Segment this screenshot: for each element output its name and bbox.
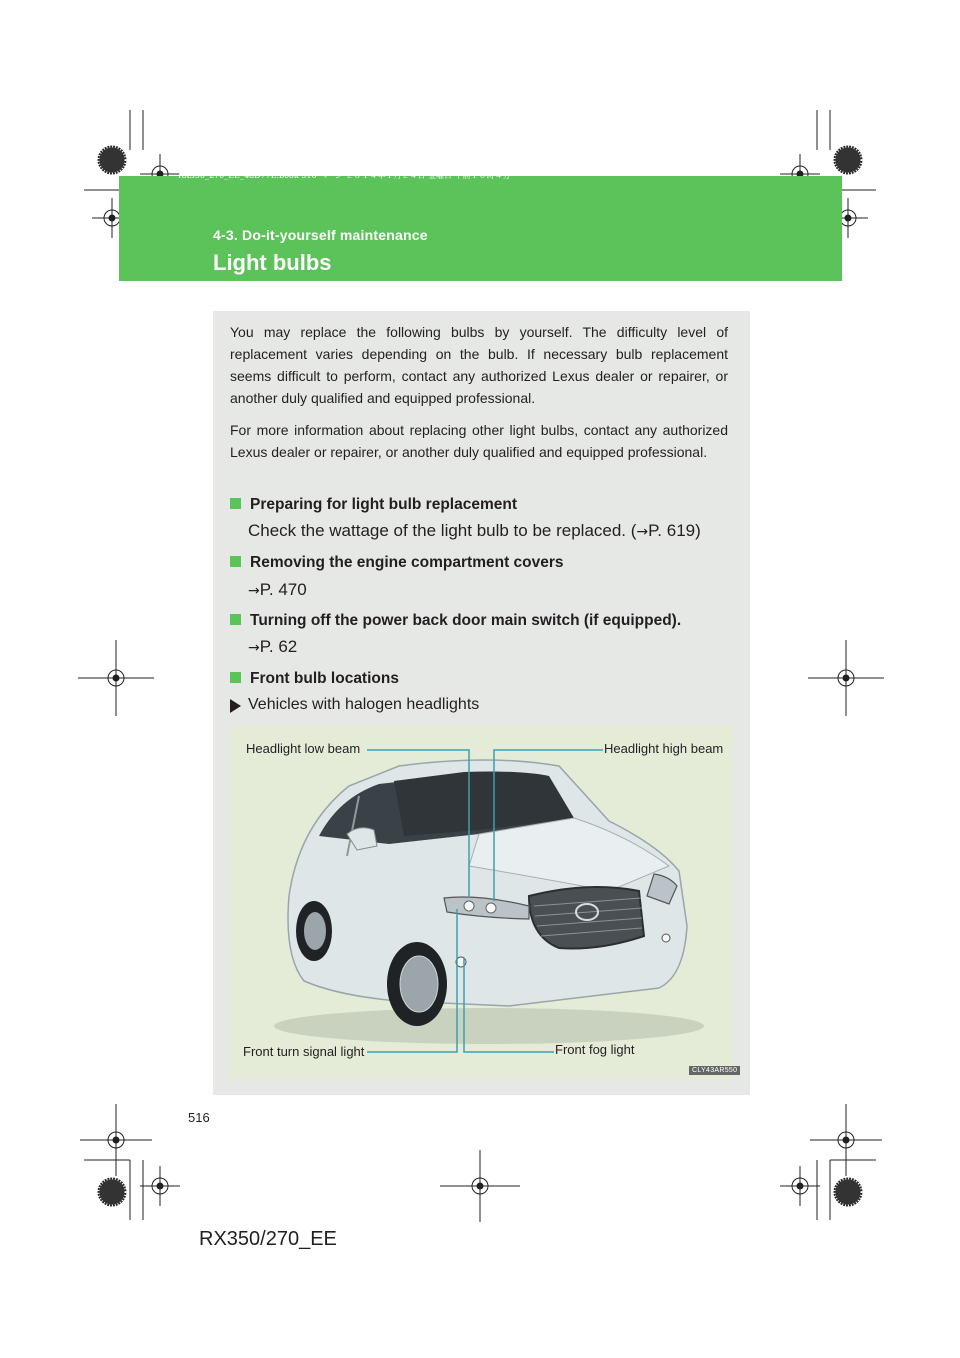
footer-model: RX350/270_EE	[199, 1228, 337, 1250]
page-title: Light bulbs	[213, 250, 332, 275]
section-body-power-back-door	[248, 637, 297, 657]
bullet-square-icon	[230, 498, 241, 509]
vehicle-front-illustration-icon	[229, 726, 733, 1079]
intro-paragraph: You may replace the following bulbs by yourself. The difficulty level of replacement varies depending on the bulb. If necessary bulb replacement seems difficult to perform, contact any authorized Lexus dealer or repairer, or another duly qualified and equipped professional.	[230, 324, 728, 406]
callout-low-beam: Headlight low beam	[246, 741, 361, 756]
callout-turn-signal: Front turn signal light	[243, 1044, 365, 1059]
section-body-preparing	[248, 521, 701, 541]
page-reference-link[interactable]: P. 619	[648, 521, 696, 540]
subsection-label: Vehicles with halogen headlights	[248, 696, 480, 713]
close-paren: )	[695, 521, 701, 540]
section-heading-front-bulbs	[230, 670, 399, 688]
bullet-square-icon	[230, 672, 241, 683]
bullet-square-icon	[230, 614, 241, 625]
print-info: RX350_270_EE_48D77E.book 516 ページ ２０１４年１月２４日 金曜日 午前１０時４分	[178, 171, 511, 180]
section-heading-text: Turning off the power back door main switch (if equipped).	[250, 612, 682, 629]
callout-high-beam: Headlight high beam	[604, 741, 724, 756]
section-body-engine-covers	[248, 580, 307, 600]
section-heading-preparing	[230, 496, 517, 514]
section-heading-text: Preparing for light bulb replacement	[250, 496, 517, 513]
bullet-square-icon	[230, 556, 241, 567]
callout-fog: Front fog light	[555, 1042, 635, 1057]
section-label: 4-3. Do-it-yourself maintenance	[213, 227, 428, 243]
intro-paragraph-2: For more information about replacing other light bulbs, contact any authorized Lexus dealer or repairer, or another duly qualified and equipped professional.	[230, 422, 728, 460]
figure-code: CLY43AR550	[689, 1066, 740, 1075]
page-reference-link[interactable]: P. 470	[259, 580, 307, 599]
section-heading-text: Front bulb locations	[250, 670, 399, 687]
arrow-icon: →	[636, 524, 649, 540]
vehicle-figure	[229, 726, 733, 1079]
arrow-icon: →	[248, 583, 260, 599]
section-heading-power-back-door	[230, 612, 681, 630]
body-text: Check the wattage of the light bulb to be replaced. (	[248, 521, 637, 540]
page-reference-link[interactable]: P. 62	[259, 637, 298, 656]
arrow-icon: →	[248, 640, 260, 656]
triangle-bullet-icon	[230, 699, 241, 713]
section-heading-engine-covers	[230, 554, 564, 572]
section-heading-text: Removing the engine compartment covers	[250, 554, 564, 571]
page-number: 516	[188, 1110, 210, 1125]
